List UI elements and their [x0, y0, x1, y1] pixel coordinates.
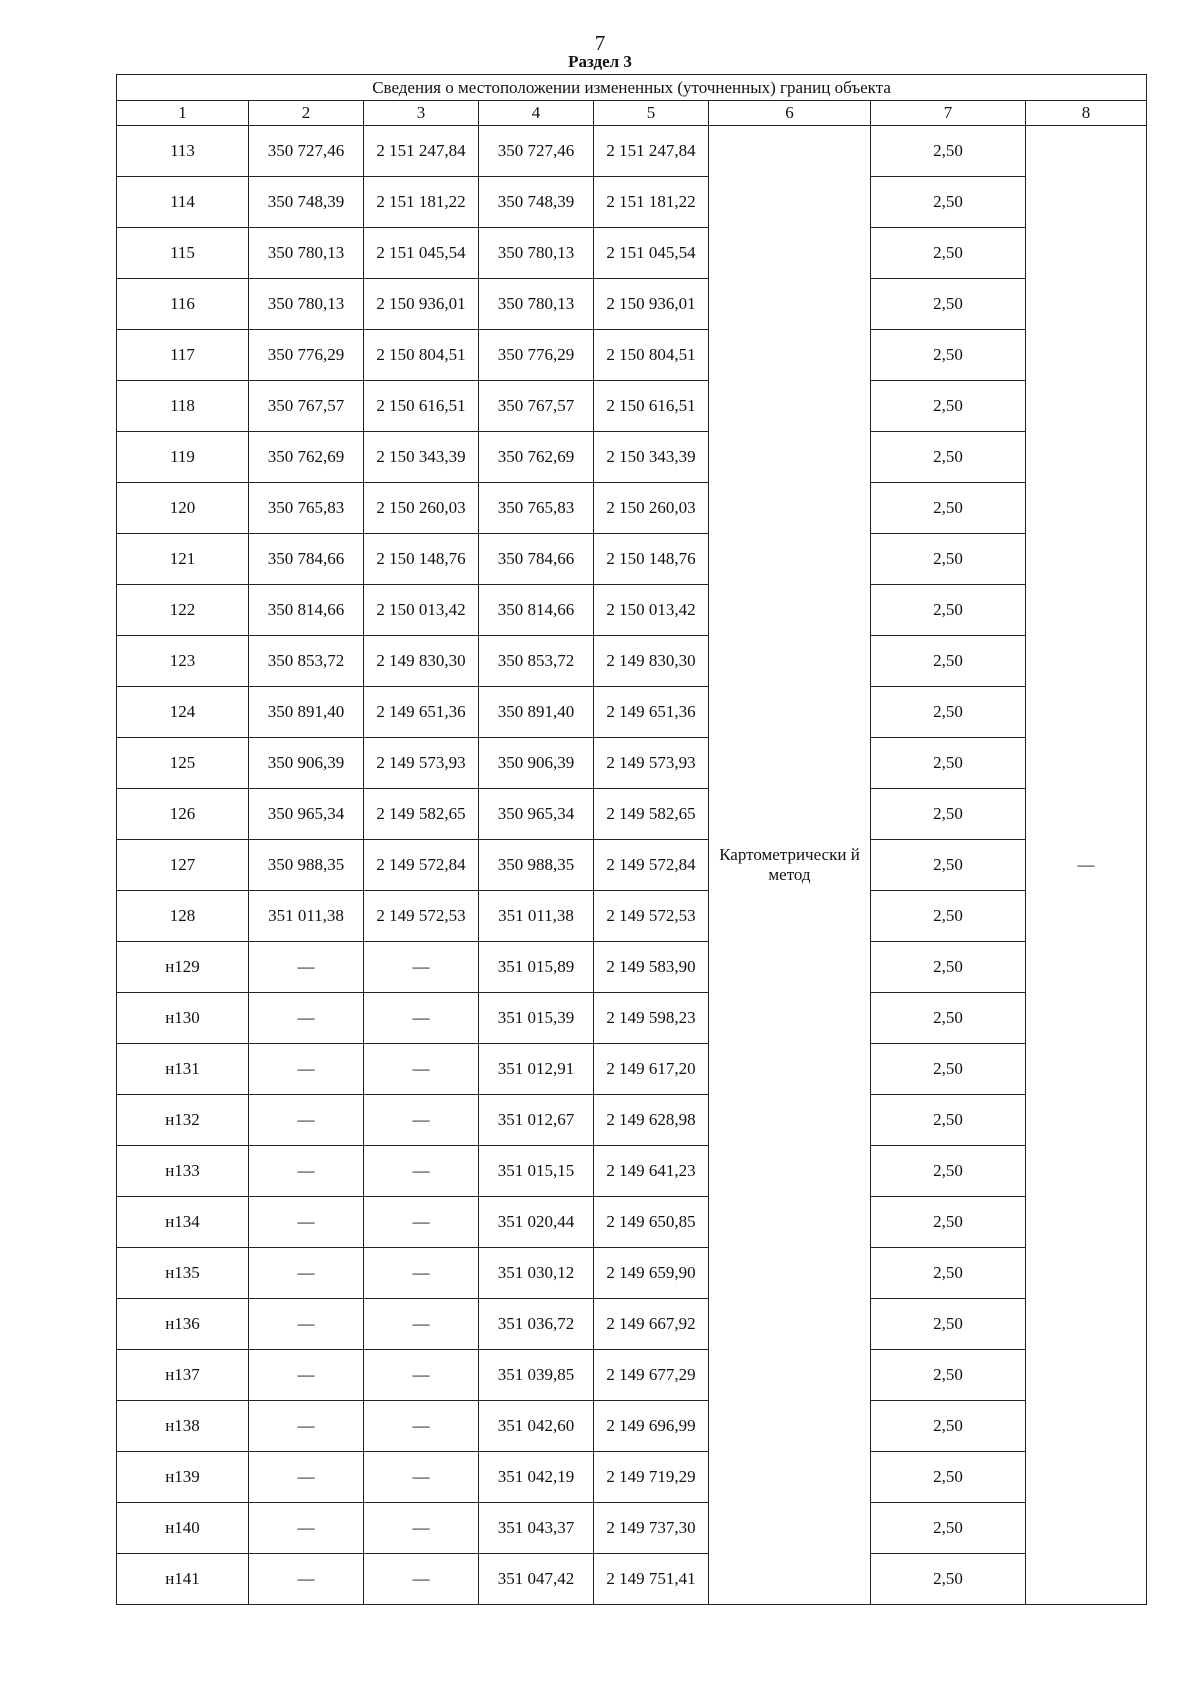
column-number-8: 8 [1026, 101, 1147, 126]
cell-y-new: 2 151 181,22 [594, 177, 709, 228]
cell-y-new: 2 149 617,20 [594, 1044, 709, 1095]
cell-y-new: 2 149 582,65 [594, 789, 709, 840]
cell-y-new: 2 149 572,84 [594, 840, 709, 891]
cell-y-new: 2 150 343,39 [594, 432, 709, 483]
cell-accuracy: 2,50 [871, 1248, 1026, 1299]
cell-y-old: — [364, 1044, 479, 1095]
cell-x-new: 350 767,57 [479, 381, 594, 432]
cell-point: 126 [117, 789, 249, 840]
table-caption: Сведения о местоположении измененных (уточненных) границ объекта [117, 75, 1147, 101]
cell-x-new: 351 047,42 [479, 1554, 594, 1605]
cell-x-old: — [249, 1350, 364, 1401]
cell-y-old: 2 149 651,36 [364, 687, 479, 738]
cell-y-new: 2 149 737,30 [594, 1503, 709, 1554]
cell-y-new: 2 149 659,90 [594, 1248, 709, 1299]
cell-y-old: 2 149 830,30 [364, 636, 479, 687]
cell-x-new: 351 036,72 [479, 1299, 594, 1350]
cell-x-new: 351 043,37 [479, 1503, 594, 1554]
column-number-3: 3 [364, 101, 479, 126]
cell-accuracy: 2,50 [871, 789, 1026, 840]
cell-x-old: 350 776,29 [249, 330, 364, 381]
column-number-7: 7 [871, 101, 1026, 126]
table-row [117, 1299, 1147, 1350]
cell-accuracy: 2,50 [871, 1095, 1026, 1146]
cell-point: 127 [117, 840, 249, 891]
cell-point: н131 [117, 1044, 249, 1095]
table-row [117, 1350, 1147, 1401]
cell-x-old: — [249, 1401, 364, 1452]
cell-point: н132 [117, 1095, 249, 1146]
cell-y-old: 2 150 148,76 [364, 534, 479, 585]
section-title: Раздел 3 [568, 52, 632, 71]
cell-y-old: 2 149 572,53 [364, 891, 479, 942]
column-number-5: 5 [594, 101, 709, 126]
cell-x-old: — [249, 1095, 364, 1146]
cell-y-old: — [364, 942, 479, 993]
page-number: 7 [594, 31, 606, 55]
column-number-1: 1 [117, 101, 249, 126]
cell-point: н138 [117, 1401, 249, 1452]
table-row [117, 993, 1147, 1044]
cell-y-old: — [364, 993, 479, 1044]
cell-y-new: 2 149 628,98 [594, 1095, 709, 1146]
table-row [117, 1197, 1147, 1248]
cell-y-old: — [364, 1248, 479, 1299]
cell-y-old: 2 151 247,84 [364, 126, 479, 177]
table-row [117, 228, 1147, 279]
cell-y-old: — [364, 1197, 479, 1248]
cell-method: Картометрически й метод [709, 126, 871, 1605]
cell-accuracy: 2,50 [871, 891, 1026, 942]
table-row [117, 1452, 1147, 1503]
cell-x-old: — [249, 1299, 364, 1350]
cell-y-old: — [364, 1503, 479, 1554]
cell-accuracy: 2,50 [871, 1197, 1026, 1248]
cell-point: н130 [117, 993, 249, 1044]
cell-y-old: — [364, 1554, 479, 1605]
cell-accuracy: 2,50 [871, 636, 1026, 687]
cell-x-new: 351 015,15 [479, 1146, 594, 1197]
table-row [117, 789, 1147, 840]
cell-y-old: 2 149 572,84 [364, 840, 479, 891]
table-row [117, 942, 1147, 993]
cell-x-new: 350 748,39 [479, 177, 594, 228]
cell-x-new: 350 814,66 [479, 585, 594, 636]
cell-accuracy: 2,50 [871, 993, 1026, 1044]
cell-y-new: 2 150 260,03 [594, 483, 709, 534]
cell-point: 117 [117, 330, 249, 381]
cell-x-old: 350 965,34 [249, 789, 364, 840]
cell-x-new: 350 891,40 [479, 687, 594, 738]
cell-point: 125 [117, 738, 249, 789]
cell-y-new: 2 151 247,84 [594, 126, 709, 177]
cell-x-old: 350 853,72 [249, 636, 364, 687]
table-row [117, 1248, 1147, 1299]
cell-x-new: 350 853,72 [479, 636, 594, 687]
cell-x-old: 350 988,35 [249, 840, 364, 891]
cell-x-old: — [249, 942, 364, 993]
cell-y-old: — [364, 1350, 479, 1401]
cell-y-new: 2 149 572,53 [594, 891, 709, 942]
cell-x-new: 351 042,19 [479, 1452, 594, 1503]
cell-accuracy: 2,50 [871, 126, 1026, 177]
cell-x-old: 350 780,13 [249, 228, 364, 279]
cell-y-old: 2 150 260,03 [364, 483, 479, 534]
cell-x-old: 350 784,66 [249, 534, 364, 585]
cell-y-old: — [364, 1452, 479, 1503]
cell-y-old: 2 150 804,51 [364, 330, 479, 381]
cell-y-new: 2 149 583,90 [594, 942, 709, 993]
cell-point: 121 [117, 534, 249, 585]
cell-y-old: — [364, 1401, 479, 1452]
cell-point: 128 [117, 891, 249, 942]
cell-accuracy: 2,50 [871, 1452, 1026, 1503]
cell-x-new: 350 780,13 [479, 228, 594, 279]
table-row [117, 534, 1147, 585]
table-row [117, 1554, 1147, 1605]
cell-point: 120 [117, 483, 249, 534]
cell-y-old: — [364, 1299, 479, 1350]
cell-point: 122 [117, 585, 249, 636]
cell-y-new: 2 149 573,93 [594, 738, 709, 789]
cell-x-old: 350 906,39 [249, 738, 364, 789]
cell-x-new: 350 762,69 [479, 432, 594, 483]
cell-point: н139 [117, 1452, 249, 1503]
table-row [117, 279, 1147, 330]
cell-accuracy: 2,50 [871, 534, 1026, 585]
cell-point: 114 [117, 177, 249, 228]
cell-y-new: 2 150 936,01 [594, 279, 709, 330]
cell-y-new: 2 150 616,51 [594, 381, 709, 432]
cell-accuracy: 2,50 [871, 585, 1026, 636]
cell-point: 113 [117, 126, 249, 177]
cell-accuracy: 2,50 [871, 687, 1026, 738]
cell-accuracy: 2,50 [871, 381, 1026, 432]
cell-y-new: 2 149 641,23 [594, 1146, 709, 1197]
cell-x-old: 350 748,39 [249, 177, 364, 228]
cell-accuracy: 2,50 [871, 1554, 1026, 1605]
cell-point: н141 [117, 1554, 249, 1605]
cell-x-old: — [249, 1554, 364, 1605]
cell-y-old: — [364, 1095, 479, 1146]
cell-x-old: 350 891,40 [249, 687, 364, 738]
cell-y-new: 2 150 013,42 [594, 585, 709, 636]
cell-accuracy: 2,50 [871, 177, 1026, 228]
cell-x-new: 350 765,83 [479, 483, 594, 534]
cell-x-old: — [249, 993, 364, 1044]
boundary-coordinates-table [116, 74, 1147, 1605]
cell-y-old: 2 150 936,01 [364, 279, 479, 330]
cell-y-new: 2 149 751,41 [594, 1554, 709, 1605]
cell-y-new: 2 149 650,85 [594, 1197, 709, 1248]
cell-x-new: 350 727,46 [479, 126, 594, 177]
cell-y-old: 2 150 616,51 [364, 381, 479, 432]
cell-x-new: 351 011,38 [479, 891, 594, 942]
table-row [117, 840, 1147, 891]
cell-x-old: 350 727,46 [249, 126, 364, 177]
cell-accuracy: 2,50 [871, 1044, 1026, 1095]
table-row [117, 738, 1147, 789]
cell-point: н140 [117, 1503, 249, 1554]
cell-x-new: 351 015,89 [479, 942, 594, 993]
cell-x-old: — [249, 1503, 364, 1554]
cell-x-new: 351 015,39 [479, 993, 594, 1044]
table-row [117, 483, 1147, 534]
cell-accuracy: 2,50 [871, 1299, 1026, 1350]
cell-accuracy: 2,50 [871, 483, 1026, 534]
table-row [117, 1095, 1147, 1146]
cell-accuracy: 2,50 [871, 942, 1026, 993]
cell-y-new: 2 149 696,99 [594, 1401, 709, 1452]
table-row [117, 687, 1147, 738]
cell-column-8: — [1026, 126, 1147, 1605]
column-number-6: 6 [709, 101, 871, 126]
cell-y-old: 2 150 343,39 [364, 432, 479, 483]
cell-y-old: — [364, 1146, 479, 1197]
cell-y-old: 2 150 013,42 [364, 585, 479, 636]
cell-x-new: 350 965,34 [479, 789, 594, 840]
cell-point: 115 [117, 228, 249, 279]
cell-x-new: 350 784,66 [479, 534, 594, 585]
table-row [117, 1146, 1147, 1197]
cell-x-old: — [249, 1197, 364, 1248]
cell-y-new: 2 149 677,29 [594, 1350, 709, 1401]
cell-accuracy: 2,50 [871, 330, 1026, 381]
table-row [117, 432, 1147, 483]
cell-x-old: 350 814,66 [249, 585, 364, 636]
column-number-2: 2 [249, 101, 364, 126]
cell-point: н134 [117, 1197, 249, 1248]
cell-x-old: 351 011,38 [249, 891, 364, 942]
cell-y-new: 2 149 719,29 [594, 1452, 709, 1503]
cell-y-old: 2 149 582,65 [364, 789, 479, 840]
cell-point: 116 [117, 279, 249, 330]
cell-y-new: 2 149 667,92 [594, 1299, 709, 1350]
table-row [117, 177, 1147, 228]
cell-x-new: 350 906,39 [479, 738, 594, 789]
cell-x-old: — [249, 1044, 364, 1095]
cell-point: 119 [117, 432, 249, 483]
cell-accuracy: 2,50 [871, 1401, 1026, 1452]
cell-x-old: 350 765,83 [249, 483, 364, 534]
cell-x-old: — [249, 1452, 364, 1503]
cell-accuracy: 2,50 [871, 738, 1026, 789]
cell-x-new: 350 776,29 [479, 330, 594, 381]
cell-accuracy: 2,50 [871, 228, 1026, 279]
table-row [117, 126, 1147, 177]
column-number-row [117, 101, 1147, 126]
table-row [117, 381, 1147, 432]
cell-point: н135 [117, 1248, 249, 1299]
table-row [117, 585, 1147, 636]
cell-x-new: 351 042,60 [479, 1401, 594, 1452]
table-row [117, 636, 1147, 687]
cell-y-new: 2 149 651,36 [594, 687, 709, 738]
table-row [117, 891, 1147, 942]
table-body [117, 126, 1147, 1605]
cell-y-new: 2 150 804,51 [594, 330, 709, 381]
cell-y-old: 2 151 045,54 [364, 228, 479, 279]
cell-x-old: — [249, 1248, 364, 1299]
cell-y-new: 2 149 830,30 [594, 636, 709, 687]
cell-point: 124 [117, 687, 249, 738]
cell-point: 118 [117, 381, 249, 432]
cell-y-old: 2 149 573,93 [364, 738, 479, 789]
cell-x-old: 350 767,57 [249, 381, 364, 432]
cell-point: н133 [117, 1146, 249, 1197]
cell-y-new: 2 150 148,76 [594, 534, 709, 585]
cell-accuracy: 2,50 [871, 432, 1026, 483]
cell-point: 123 [117, 636, 249, 687]
cell-y-new: 2 149 598,23 [594, 993, 709, 1044]
table-row [117, 1401, 1147, 1452]
cell-point: н136 [117, 1299, 249, 1350]
cell-accuracy: 2,50 [871, 279, 1026, 330]
column-number-4: 4 [479, 101, 594, 126]
cell-y-old: 2 151 181,22 [364, 177, 479, 228]
cell-x-new: 351 039,85 [479, 1350, 594, 1401]
table-row [117, 1503, 1147, 1554]
cell-x-new: 351 012,91 [479, 1044, 594, 1095]
cell-x-new: 350 988,35 [479, 840, 594, 891]
cell-y-new: 2 151 045,54 [594, 228, 709, 279]
cell-x-old: — [249, 1146, 364, 1197]
cell-x-old: 350 762,69 [249, 432, 364, 483]
cell-x-new: 351 020,44 [479, 1197, 594, 1248]
cell-accuracy: 2,50 [871, 1350, 1026, 1401]
table-row [117, 1044, 1147, 1095]
cell-accuracy: 2,50 [871, 840, 1026, 891]
cell-point: н129 [117, 942, 249, 993]
cell-accuracy: 2,50 [871, 1503, 1026, 1554]
cell-point: н137 [117, 1350, 249, 1401]
cell-x-new: 351 030,12 [479, 1248, 594, 1299]
cell-accuracy: 2,50 [871, 1146, 1026, 1197]
cell-x-old: 350 780,13 [249, 279, 364, 330]
table-row [117, 330, 1147, 381]
cell-x-new: 351 012,67 [479, 1095, 594, 1146]
cell-x-new: 350 780,13 [479, 279, 594, 330]
